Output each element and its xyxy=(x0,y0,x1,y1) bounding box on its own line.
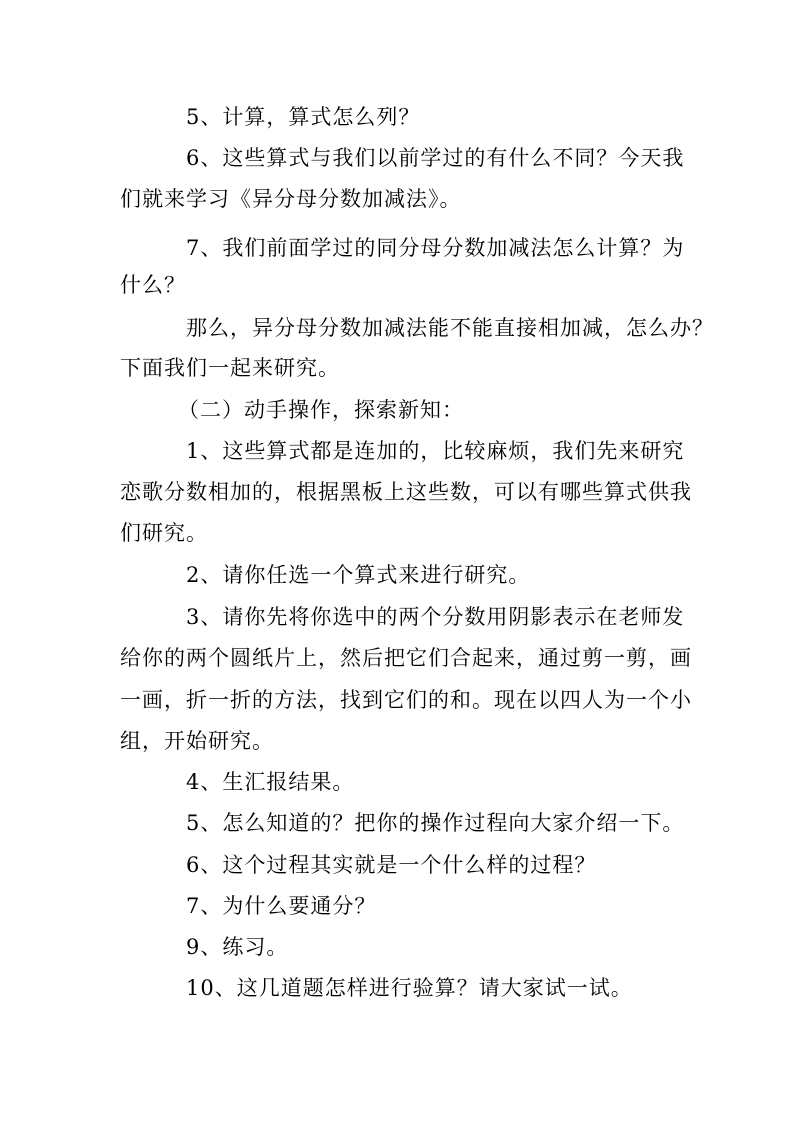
line-item-7: 7、为什么要通分？ xyxy=(186,894,377,918)
line-item-2: 2、请你任选一个算式来进行研究。 xyxy=(186,563,531,587)
section-heading: （二）动手操作，探索新知： xyxy=(178,398,464,422)
line-step-7-part2: 什么？ xyxy=(120,273,186,297)
line-item-9: 9、练习。 xyxy=(186,935,289,959)
line-item-1-part2: 恋歌分数相加的，根据黑板上这些数，可以有哪些算式供我 xyxy=(120,480,692,504)
line-step-6-part2: 们就来学习《异分母分数加减法》。 xyxy=(120,187,462,211)
line-step-5-calc: 5、计算，算式怎么列？ xyxy=(186,105,421,129)
line-item-3-part2: 给你的两个圆纸片上，然后把它们合起来，通过剪一剪，画 xyxy=(120,646,692,670)
line-item-3-part1: 3、请你先将你选中的两个分数用阴影表示在老师发 xyxy=(186,605,685,629)
line-step-6-part1: 6、这些算式与我们以前学过的有什么不同？今天我 xyxy=(186,146,685,170)
line-item-1-part3: 们研究。 xyxy=(120,521,208,545)
line-item-3-part4: 组，开始研究。 xyxy=(120,729,274,753)
line-intro-part1: 那么，异分母分数加减法能不能直接相加减，怎么办？ xyxy=(186,316,714,340)
line-item-4: 4、生汇报结果。 xyxy=(186,770,355,794)
line-item-10: 10、这几道题怎样进行验算？请大家试一试。 xyxy=(186,976,633,1000)
line-step-7-part1: 7、我们前面学过的同分母分数加减法怎么计算？为 xyxy=(186,236,685,260)
line-item-1-part1: 1、这些算式都是连加的，比较麻烦，我们先来研究 xyxy=(186,439,685,463)
line-item-5: 5、怎么知道的？把你的操作过程向大家介绍一下。 xyxy=(186,811,685,835)
line-item-3-part3: 一画，折一折的方法，找到它们的和。现在以四人为一个小 xyxy=(120,688,692,712)
line-intro-part2: 下面我们一起来研究。 xyxy=(120,356,340,380)
line-item-6: 6、这个过程其实就是一个什么样的过程？ xyxy=(186,853,597,877)
